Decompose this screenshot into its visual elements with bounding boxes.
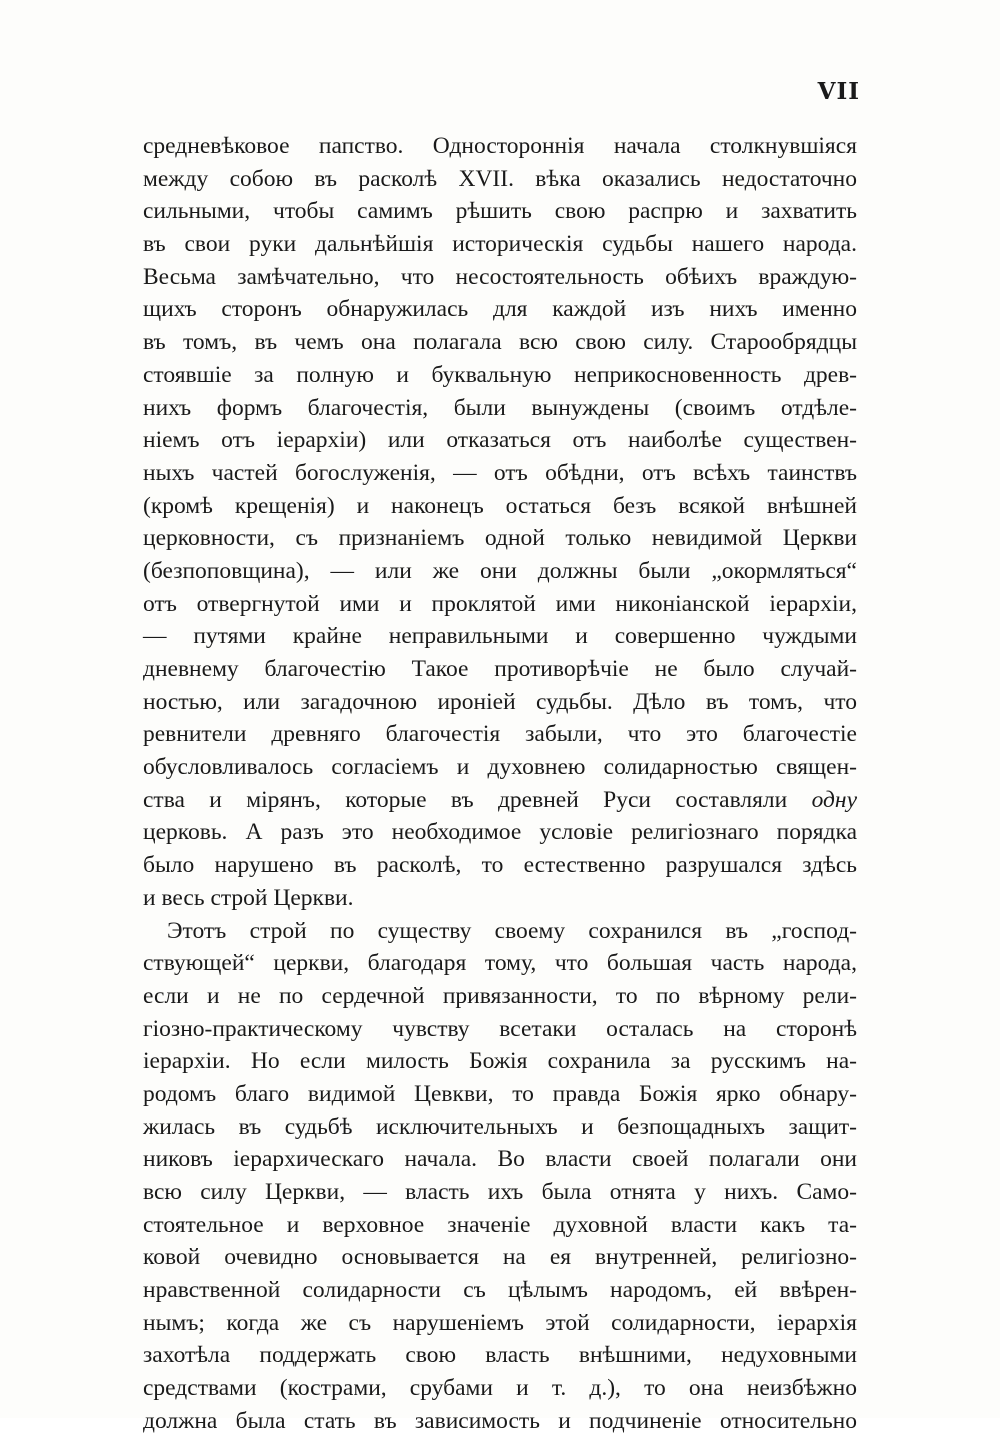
text-line: сильными, чтобы самимъ рѣшить свою распрю и захватить xyxy=(143,198,857,225)
text-line: ствующей“ церкви, благодаря тому, что большая часть народа, xyxy=(143,950,857,977)
text-line: если и не по сердечной привязанности, то по вѣрному рели- xyxy=(143,982,857,1009)
body-text xyxy=(143,130,857,1438)
text-line: (кромѣ крещенія) и наконецъ остаться безъ всякой внѣшней xyxy=(143,492,857,519)
text-line: дневнему благочестію Такое противорѣчіе не было случай- xyxy=(143,656,857,682)
text-line: захотѣла поддержать свою власть внѣшними, недуховными xyxy=(143,1342,857,1369)
text-line: іерархіи. Но если милость Божія сохранила за русскимъ на- xyxy=(143,1048,857,1075)
text-line: никовъ іерархическаго начала. Во власти своей полагали они xyxy=(143,1146,857,1173)
text-line: и весь строй Церкви. xyxy=(143,884,354,911)
text-line: ревнители древняго благочестія забыли, что это благочестіе xyxy=(143,721,857,748)
text-line: церковь. А разъ это необходимое условіе религіознаго порядка xyxy=(143,819,857,846)
text-line: ностью, или загадочною ироніей судьбы. Дѣло въ томъ, что xyxy=(143,688,857,715)
text-line: средствами (кострами, срубами и т. д.), то она неизбѣжно xyxy=(143,1375,857,1402)
text-line: щихъ сторонъ обнаружилась для каждой изъ нихъ именно xyxy=(143,296,857,323)
page-number: VII xyxy=(817,78,860,105)
italic-word: одну xyxy=(811,786,858,813)
text-line: между собою въ расколѣ XVII. вѣка оказались недостаточно xyxy=(143,165,857,192)
text-line: (безпоповщина), — или же они должны были „окормляться“ xyxy=(143,557,857,584)
text-line: ныхъ частей богослуженія, — отъ обѣдни, отъ всѣхъ таинствъ xyxy=(143,459,857,486)
text-line: нихъ формъ благочестія, были вынуждены (своимъ отдѣле- xyxy=(143,394,857,421)
text-line: обусловливалось согласіемъ и духовнею солидарностью священ- xyxy=(143,754,857,781)
text-line: ковой очевидно основывается на ея внутренней, религіозно- xyxy=(143,1244,857,1271)
text-line-with-italic xyxy=(143,784,857,817)
text-line: родомъ благо видимой Цевкви, то правда Божія ярко обнару- xyxy=(143,1080,857,1107)
text-line: Этотъ строй по существу своему сохранился въ „господ- xyxy=(167,917,857,944)
text-line: стоятельное и верховное значеніе духовной власти какъ та- xyxy=(143,1211,857,1238)
text-line: жилась въ судьбѣ исключительныхъ и безпощадныхъ защит- xyxy=(143,1113,857,1140)
text-line: ніемъ отъ іерархіи) или отказаться отъ наиболѣе существен- xyxy=(143,427,857,454)
text-line: нравственной солидарности съ цѣлымъ народомъ, ей ввѣрен- xyxy=(143,1277,857,1304)
text-line: въ томъ, въ чемъ она полагала всю свою силу. Старообрядцы xyxy=(143,329,857,356)
text-line: средневѣковое папство. Одностороннія начала столкнувшіяся xyxy=(143,133,857,159)
paragraph-1 xyxy=(143,130,857,915)
text-line: — путями крайне неправильными и совершенно чуждыми xyxy=(143,623,857,650)
text-line: всю силу Церкви, — власть ихъ была отнята у нихъ. Само- xyxy=(143,1179,857,1205)
text-line: было нарушено въ расколѣ, то естественно разрушался здѣсь xyxy=(143,852,857,879)
paragraph-2 xyxy=(143,915,857,1438)
text-line: Весьма замѣчательно, что несостоятельность обѣихъ враждую- xyxy=(143,263,857,290)
text-line: стоявшіе за полную и буквальную неприкосновенность древ- xyxy=(143,361,857,388)
text-line: церковности, съ признаніемъ одной только невидимой Церкви xyxy=(143,525,857,552)
text-span: ства и мірянъ, которые въ древней Руси составляли xyxy=(143,786,788,813)
text-line: гіозно-практическому чувству всетаки осталась на сторонѣ xyxy=(143,1015,857,1042)
text-line: нымъ; когда же съ нарушеніемъ этой солидарности, іерархія xyxy=(143,1309,857,1336)
text-line: отъ отвергнутой ими и проклятой ими никоніанской іерархіи, xyxy=(143,590,857,617)
text-line: въ свои руки дальнѣйшія историческія судьбы нашего народа. xyxy=(143,231,857,258)
text-line: должна была стать въ зависимость и подчиненіе относительно xyxy=(143,1407,857,1434)
